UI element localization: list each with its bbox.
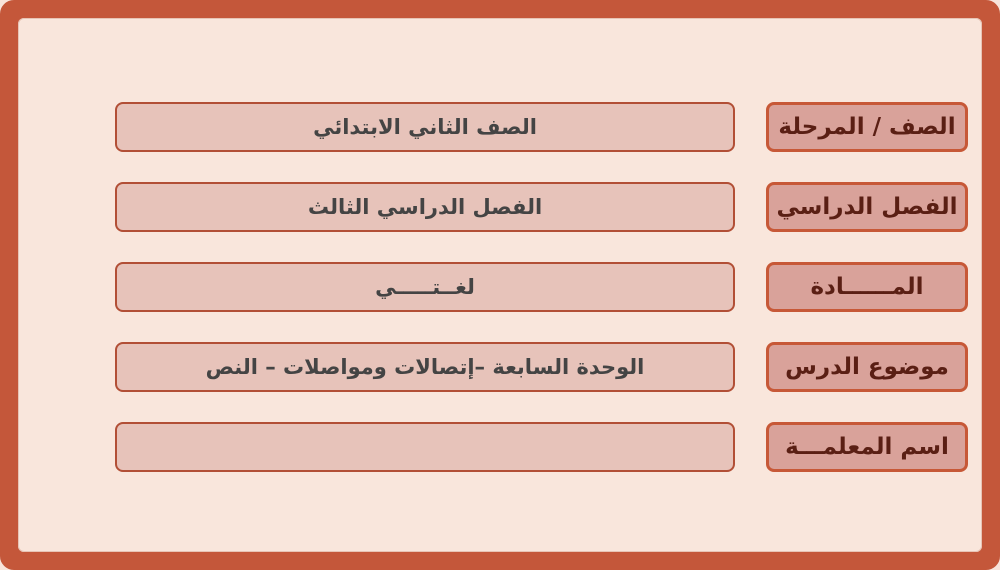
teacher-name-value-field bbox=[115, 422, 735, 472]
subject-label: المــــــادة bbox=[766, 262, 968, 312]
teacher-name-label: اسم المعلمـــة bbox=[766, 422, 968, 472]
lesson-topic-value-field: الوحدة السابعة –إتصالات ومواصلات – النص bbox=[115, 342, 735, 392]
semester-label: الفصل الدراسي bbox=[766, 182, 968, 232]
lesson-topic-label: موضوع الدرس bbox=[766, 342, 968, 392]
subject-value-field: لغــتـــــي bbox=[115, 262, 735, 312]
semester-value-field: الفصل الدراسي الثالث bbox=[115, 182, 735, 232]
row-teacher-name bbox=[18, 422, 982, 476]
content-panel bbox=[18, 18, 982, 552]
row-semester bbox=[18, 182, 982, 236]
row-grade bbox=[18, 102, 982, 156]
row-subject bbox=[18, 262, 982, 316]
row-lesson-topic bbox=[18, 342, 982, 396]
grade-label: الصف / المرحلة bbox=[766, 102, 968, 152]
grade-value-field: الصف الثاني الابتدائي bbox=[115, 102, 735, 152]
